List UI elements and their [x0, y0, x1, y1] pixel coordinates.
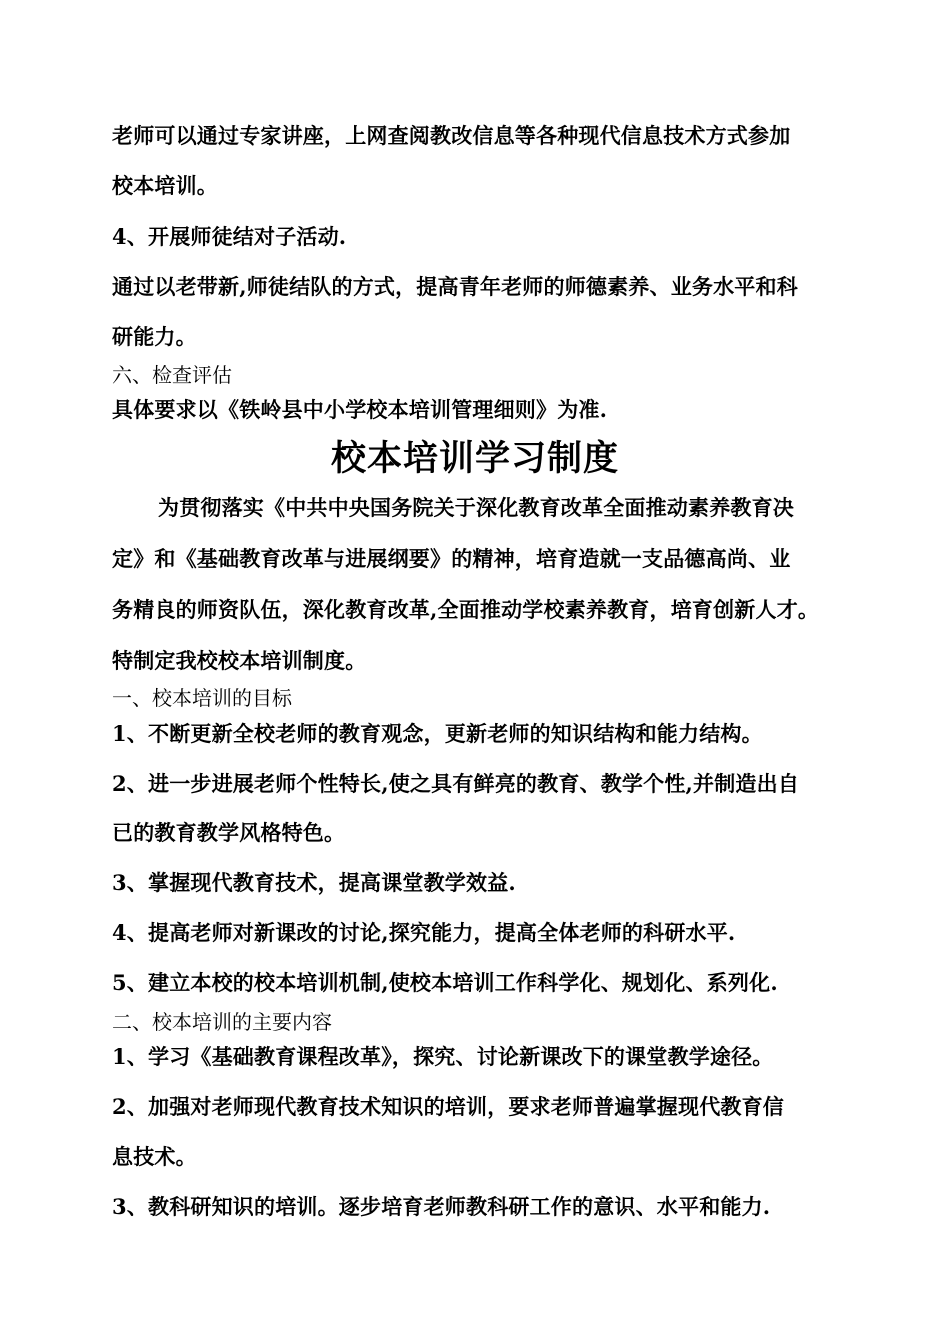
- list-item: 2、加强对老师现代教育技术知识的培训，要求老师普遍掌握现代教育信: [112, 1094, 785, 1119]
- list-item: 1、不断更新全校老师的教育观念，更新老师的知识结构和能力结构。: [112, 721, 763, 746]
- list-item-continuation: 已的教育教学风格特色。: [112, 820, 346, 845]
- paragraph-line: 定》和《基础教育改革与进展纲要》的精神，培育造就一支品德高尚、业: [112, 546, 791, 571]
- paragraph-line: 校本培训。: [112, 173, 218, 198]
- document-title: 校本培训学习制度: [330, 438, 619, 479]
- list-item: 4、提高老师对新课改的讨论,探究能力，提高全体老师的科研水平.: [112, 920, 736, 945]
- list-item: 1、学习《基础教育课程改革》，探究、讨论新课改下的课堂教学途径。: [112, 1044, 774, 1069]
- paragraph-line: 通过以老带新,师徒结队的方式，提高青年老师的师德素养、业务水平和科: [112, 274, 798, 299]
- paragraph-line: 特制定我校校本培训制度。: [112, 648, 367, 673]
- paragraph-line: 老师可以通过专家讲座，上网查阅教改信息等各种现代信息技术方式参加: [112, 123, 791, 148]
- section-heading: 二、校本培训的主要内容: [112, 1010, 332, 1034]
- list-item: 3、掌握现代教育技术，提高课堂教学效益.: [112, 870, 516, 895]
- list-item: 2、进一步进展老师个性特长,使之具有鲜亮的教育、教学个性,并制造出自: [112, 771, 800, 796]
- list-item: 4、开展师徒结对子活动.: [112, 224, 347, 249]
- list-item: 3、教科研知识的培训。逐步培育老师教科研工作的意识、水平和能力.: [112, 1194, 771, 1219]
- list-item: 5、建立本校的校本培训机制,使校本培训工作科学化、规划化、系列化.: [112, 970, 778, 995]
- list-item-continuation: 息技术。: [112, 1144, 197, 1169]
- paragraph-line: 为贯彻落实《中共中央国务院关于深化教育改革全面推动素养教育决: [158, 495, 794, 520]
- paragraph-line: 务精良的师资队伍，深化教育改革,全面推动学校素养教育，培育创新人才。: [112, 597, 820, 622]
- section-heading: 一、校本培训的目标: [112, 686, 292, 710]
- section-heading: 六、检查评估: [112, 363, 232, 387]
- paragraph-line: 具体要求以《铁岭县中小学校本培训管理细则》为准.: [112, 397, 608, 422]
- paragraph-line: 研能力。: [112, 324, 197, 349]
